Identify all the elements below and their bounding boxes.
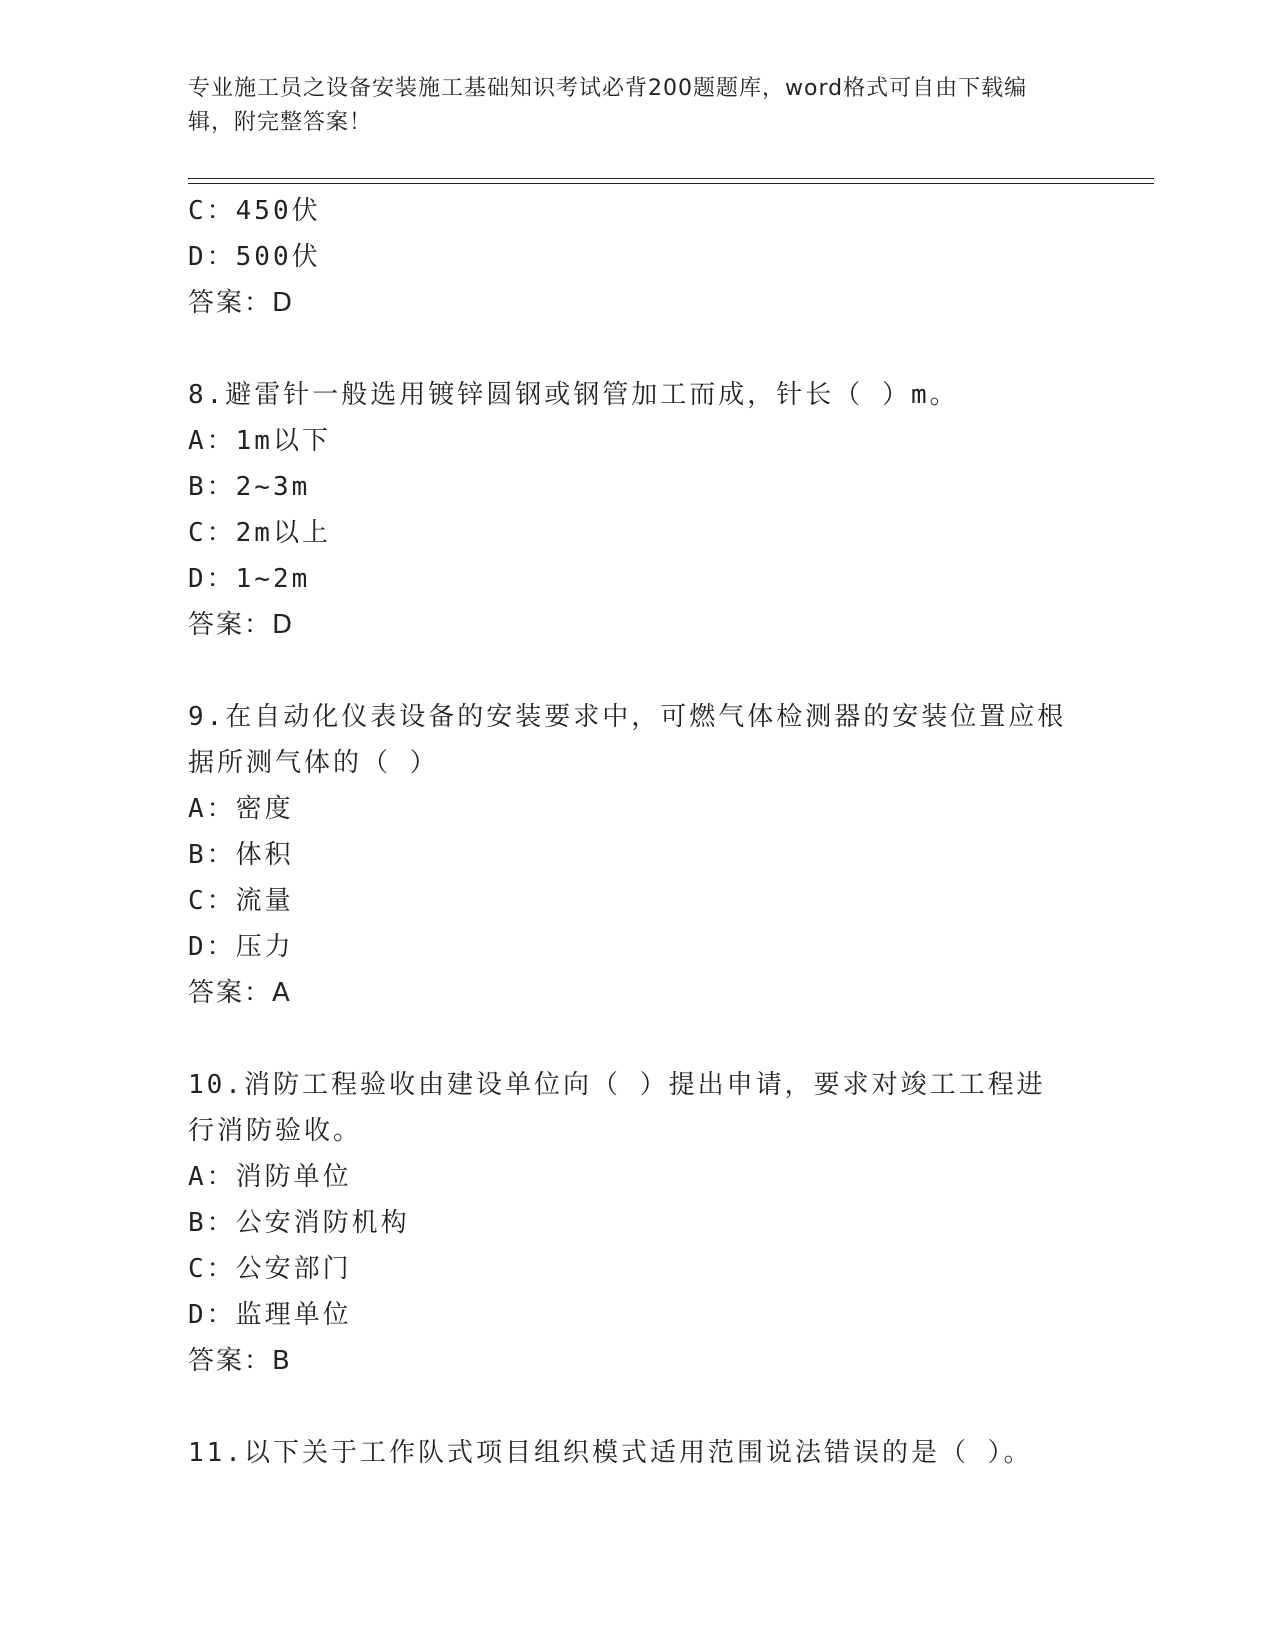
- document-header: 专业施工员之设备安装施工基础知识考试必背200题题库，word格式可自由下载编辑，附完整答案！: [188, 76, 1028, 135]
- option-b: B：体积: [188, 840, 294, 870]
- question-10: [188, 1062, 1068, 1384]
- option-a: A：密度: [188, 794, 294, 824]
- question-11: [188, 1430, 1068, 1476]
- header-divider-top: [188, 178, 1154, 179]
- option-a: A：1m以下: [188, 426, 331, 456]
- option-c: C：公安部门: [188, 1254, 352, 1284]
- option-c: C：450伏: [188, 196, 321, 226]
- option-d: D：监理单位: [188, 1300, 352, 1330]
- header-divider-bottom: [188, 183, 1154, 184]
- option-d: D：500伏: [188, 242, 321, 272]
- option-d: D：1~2m: [188, 564, 311, 594]
- answer: 答案：B: [188, 1346, 292, 1376]
- option-c: C：2m以上: [188, 518, 331, 548]
- answer: 答案：D: [188, 610, 295, 640]
- question-text: 8.避雷针一般选用镀锌圆钢或钢管加工而成，针长（ ）m。: [188, 380, 959, 410]
- option-a: A：消防单位: [188, 1162, 352, 1192]
- answer: 答案：A: [188, 978, 292, 1008]
- question-8: [188, 372, 1068, 648]
- question-text: 10.消防工程验收由建设单位向（ ）提出申请，要求对竣工工程进行消防验收。: [188, 1070, 1046, 1146]
- question-text: 11.以下关于工作队式项目组织模式适用范围说法错误的是（ ）。: [188, 1438, 1033, 1468]
- question-text: 9.在自动化仪表设备的安装要求中，可燃气体检测器的安装位置应根据所测气体的（ ）: [188, 702, 1067, 778]
- spacer: [188, 1384, 1068, 1430]
- option-b: B：2~3m: [188, 472, 311, 502]
- question-list: [188, 188, 1068, 1476]
- option-d: D：压力: [188, 932, 294, 962]
- option-c: C：流量: [188, 886, 294, 916]
- question-9: [188, 694, 1068, 1016]
- question-fragment: [188, 188, 1068, 326]
- spacer: [188, 1016, 1068, 1062]
- option-b: B：公安消防机构: [188, 1208, 410, 1238]
- answer: 答案：D: [188, 288, 295, 318]
- spacer: [188, 648, 1068, 694]
- spacer: [188, 326, 1068, 372]
